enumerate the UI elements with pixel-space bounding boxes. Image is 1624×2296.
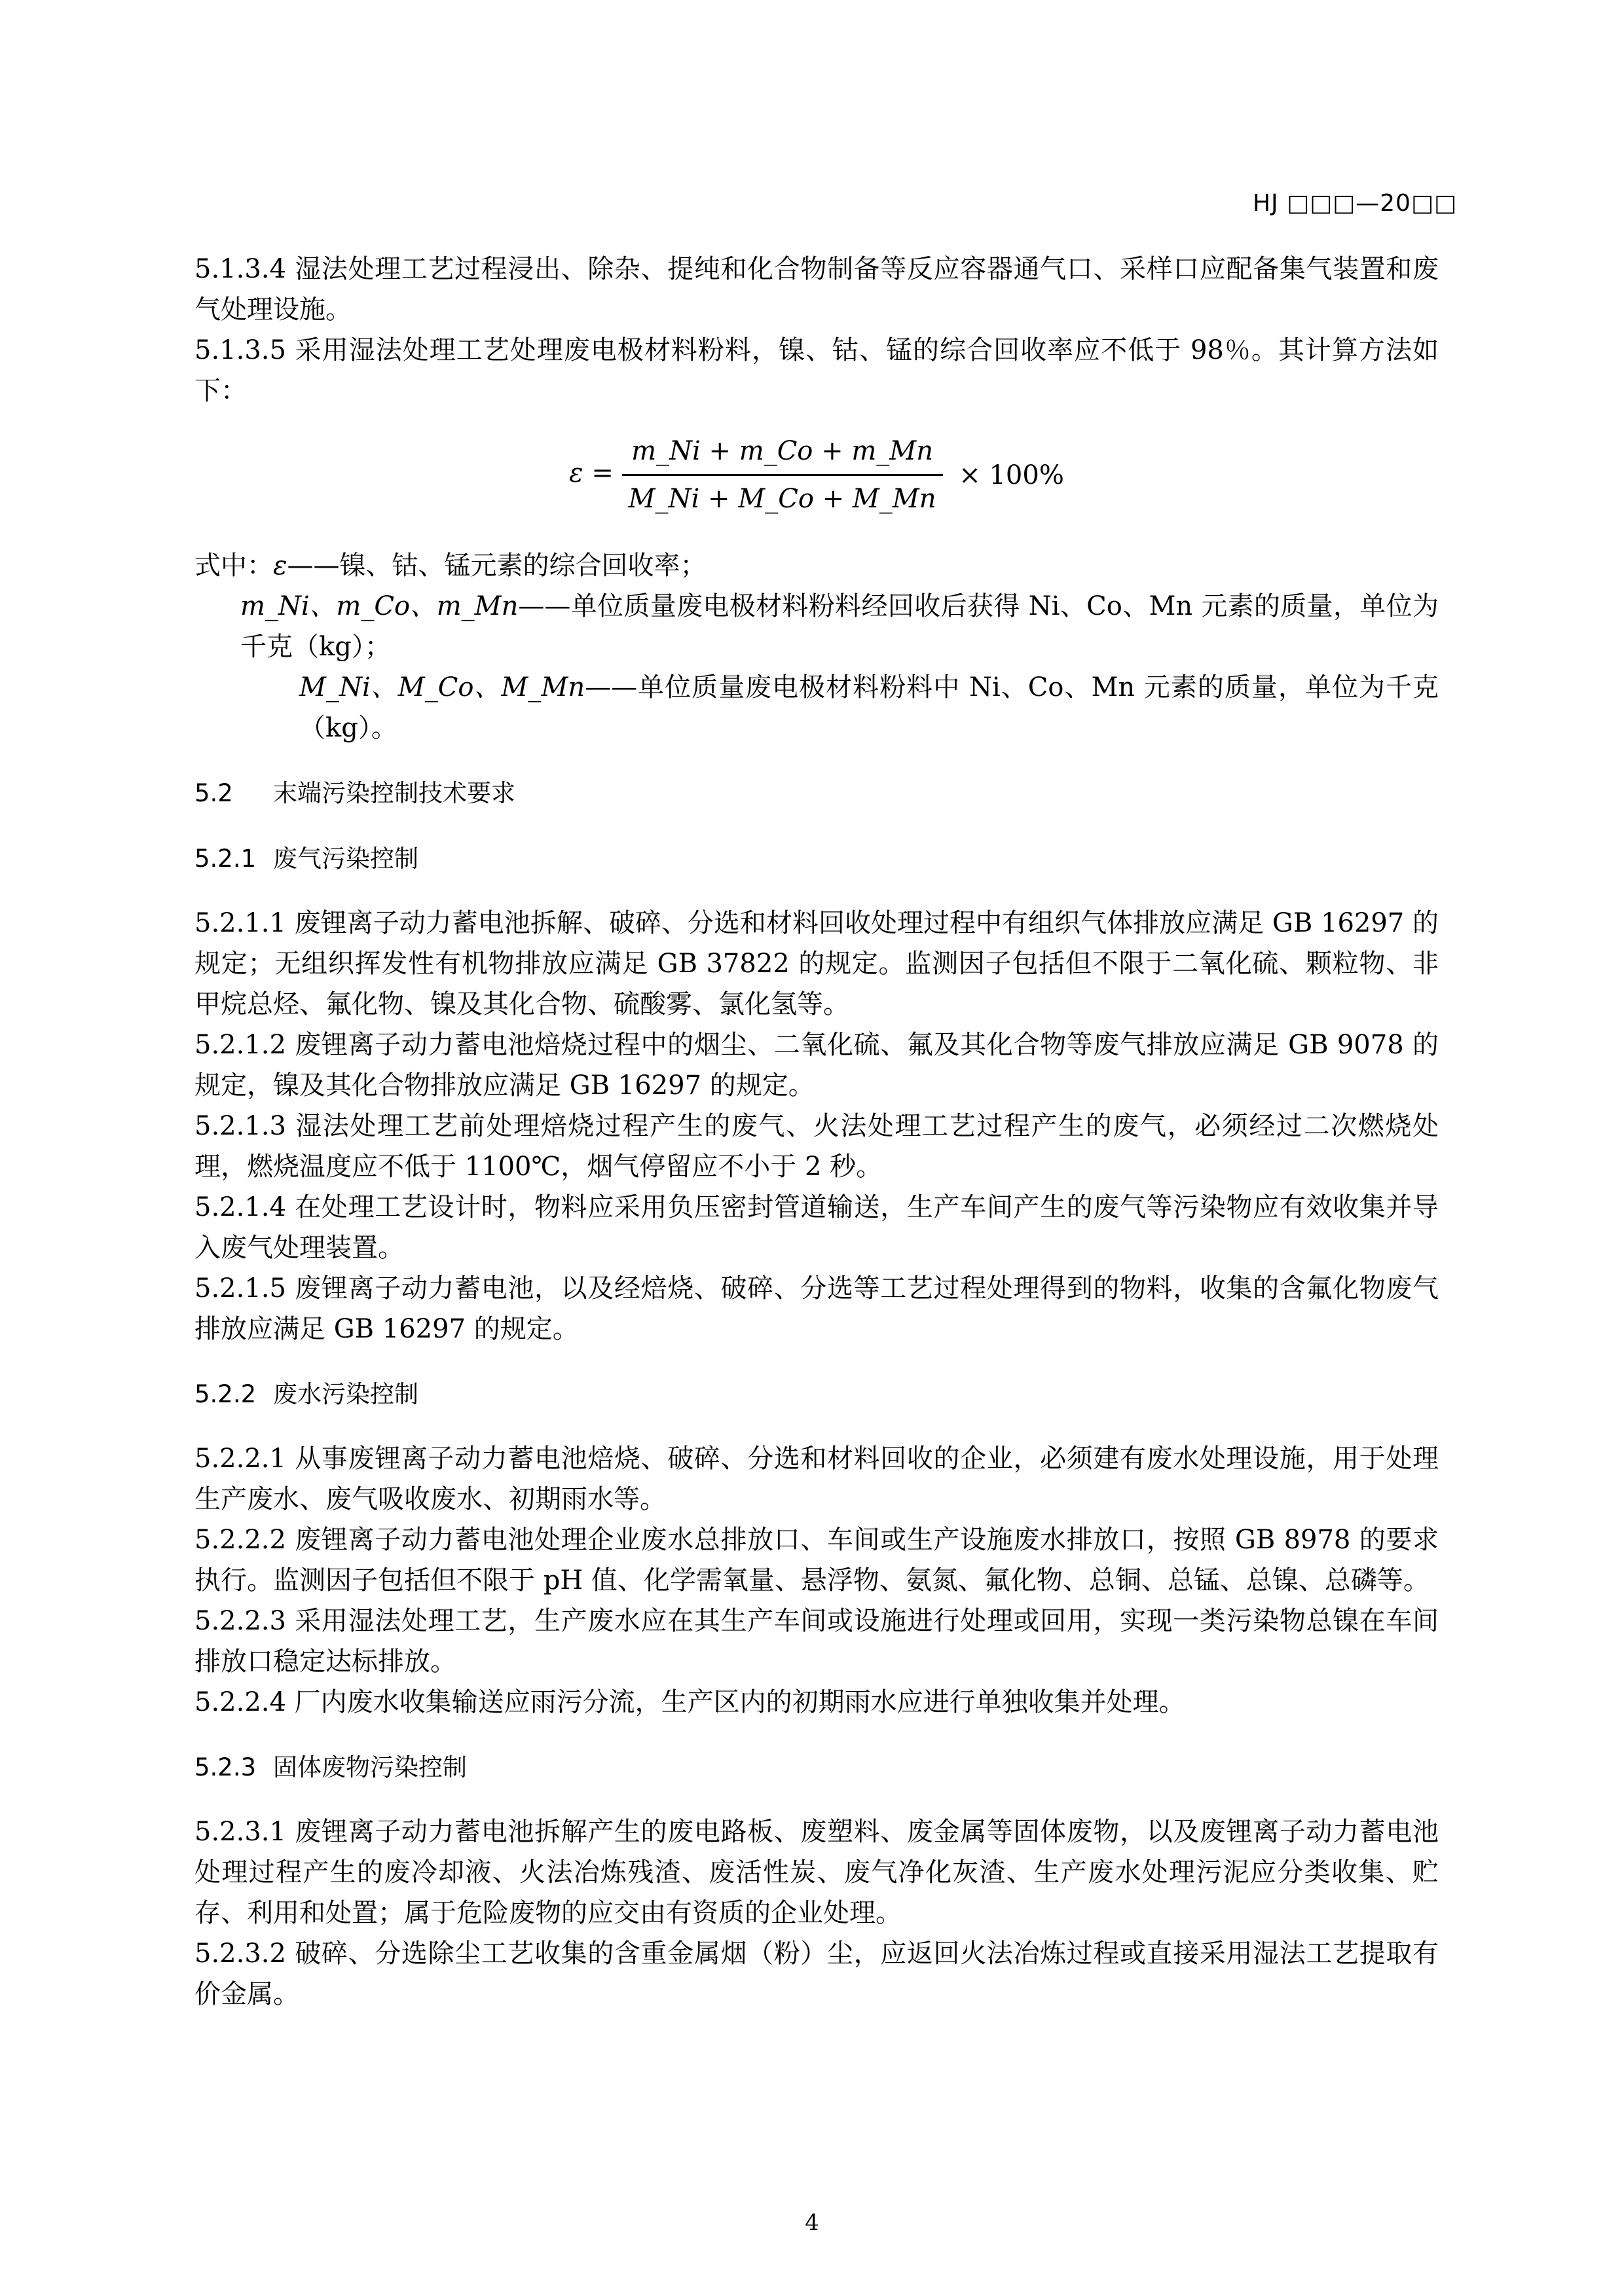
formula-multiplier: × 100% <box>959 460 1064 490</box>
section-heading-5-2 <box>194 773 1439 814</box>
recovery-rate-formula <box>194 431 1439 519</box>
paragraph-5-2-2-4: 5.2.2.4 厂内废水收集输送应雨污分流，生产区内的初期雨水应进行单独收集并处理。 <box>194 1687 1185 1717</box>
paragraph-5-1-3-4: 5.1.3.4 湿法处理工艺过程浸出、除杂、提纯和化合物制备等反应容器通气口、采样口应配备集气装置和废气处理设施。 <box>194 254 1439 325</box>
section-title: 固体废物污染控制 <box>273 1753 467 1781</box>
paragraph-5-1-3-5: 5.1.3.5 采用湿法处理工艺处理废电极材料粉料，镍、钴、锰的综合回收率应不低于 98％。其计算方法如下： <box>194 335 1439 406</box>
paragraph-5-2-2-3: 5.2.2.3 采用湿法处理工艺，生产废水应在其生产车间或设施进行处理或回用，实现一类污染物总镍在车间排放口稳定达标排放。 <box>194 1606 1439 1677</box>
definition-epsilon <box>194 545 1439 586</box>
section-title: 末端污染控制技术要求 <box>273 779 515 807</box>
paragraph-5-2-1-4: 5.2.1.4 在处理工艺设计时，物料应采用负压密封管道输送，生产车间产生的废气等污染物应有效收集并导入废气处理装置。 <box>194 1192 1439 1263</box>
paragraph-5-2-1-2: 5.2.1.2 废锂离子动力蓄电池焙烧过程中的烟尘、二氧化硫、氟及其化合物等废气排放应满足 GB 9078 的规定，镍及其化合物排放应满足 GB 16297 的规定。 <box>194 1030 1439 1101</box>
section-heading-5-2-3 <box>194 1747 1439 1788</box>
paragraph-5-2-3-2: 5.2.3.2 破碎、分选除尘工艺收集的含重金属烟（粉）尘，应返回火法冶炼过程或直接采用湿法工艺提取有价金属。 <box>194 1939 1439 2009</box>
definition-M <box>194 667 1439 748</box>
section-number: 5.2.3 <box>194 1753 257 1781</box>
section-number: 5.2.1 <box>194 845 257 873</box>
formula-lhs: ε = <box>569 458 614 488</box>
document-body <box>194 249 1439 2014</box>
epsilon-symbol: ε <box>273 551 287 581</box>
definition-m <box>194 586 1439 667</box>
section-title: 废气污染控制 <box>273 845 418 873</box>
m-text: ——单位质量废电极材料粉料经回收后获得 Ni、Co、Mn 元素的质量，单位为千克（kg）； <box>240 591 1439 662</box>
section-number: 5.2 <box>194 779 233 807</box>
M-text: ——单位质量废电极材料粉料中 Ni、Co、Mn 元素的质量，单位为千克（kg）。 <box>299 672 1439 743</box>
formula-denominator: M_Ni + M_Co + M_Mn <box>628 484 936 514</box>
section-number: 5.2.2 <box>194 1380 257 1408</box>
paragraph-5-2-1-1: 5.2.1.1 废锂离子动力蓄电池拆解、破碎、分选和材料回收处理过程中有组织气体排放应满足 GB 16297 的规定；无组织挥发性有机物排放应满足 GB 37822 的规定。监测因子包括但不限于二氧化硫、颗粒物、非甲烷总烃、氟化物、镍及其化合物、硫酸雾、氯化氢等。 <box>194 908 1439 1019</box>
document-code-header: HJ □□□—20□□ <box>1252 190 1457 217</box>
paragraph-5-2-2-1: 5.2.2.1 从事废锂离子动力蓄电池焙烧、破碎、分选和材料回收的企业，必须建有废水处理设施，用于处理生产废水、废气吸收废水、初期雨水等。 <box>194 1444 1439 1514</box>
section-heading-5-2-1 <box>194 839 1439 879</box>
paragraph-5-2-2-2: 5.2.2.2 废锂离子动力蓄电池处理企业废水总排放口、车间或生产设施废水排放口，按照 GB 8978 的要求执行。监测因子包括但不限于 pH 值、化学需氧量、悬浮物、氨氮、氟化物、总铜、总锰、总镍、总磷等。 <box>194 1525 1439 1595</box>
paragraph-5-2-1-3: 5.2.1.3 湿法处理工艺前处理焙烧过程产生的废气、火法处理工艺过程产生的废气，必须经过二次燃烧处理，燃烧温度应不低于 1100℃，烟气停留应不小于 2 秒。 <box>194 1111 1439 1182</box>
formula-fraction <box>622 431 943 519</box>
section-title: 废水污染控制 <box>273 1380 418 1408</box>
formula-numerator: m_Ni + m_Co + m_Mn <box>622 431 943 476</box>
M-symbols: M_Ni、M_Co、M_Mn <box>299 672 585 702</box>
m-symbols: m_Ni、m_Co、m_Mn <box>240 591 519 621</box>
epsilon-text: ——镍、钴、锰元素的综合回收率； <box>287 551 707 581</box>
paragraph-5-2-1-5: 5.2.1.5 废锂离子动力蓄电池，以及经焙烧、破碎、分选等工艺过程处理得到的物料，收集的含氟化物废气排放应满足 GB 16297 的规定。 <box>194 1273 1439 1344</box>
paragraph-5-2-3-1: 5.2.3.1 废锂离子动力蓄电池拆解产生的废电路板、废塑料、废金属等固体废物，以及废锂离子动力蓄电池处理过程产生的废冷却液、火法冶炼残渣、废活性炭、废气净化灰渣、生产废水处理污泥应分类收集、贮存、利用和处置；属于危险废物的应交由有资质的企业处理。 <box>194 1817 1439 1928</box>
definition-intro: 式中： <box>194 551 273 581</box>
page-number: 4 <box>805 2210 819 2236</box>
section-heading-5-2-2 <box>194 1374 1439 1415</box>
